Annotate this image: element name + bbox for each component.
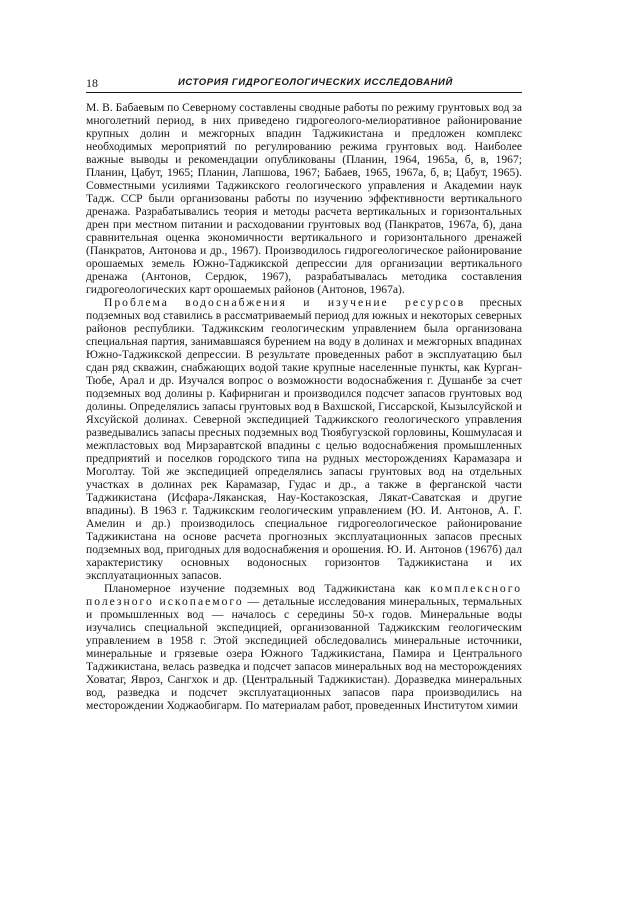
- paragraph-3: [86, 582, 522, 712]
- body-text: [86, 101, 522, 712]
- paragraph-1: [86, 101, 522, 296]
- paragraph-3-lead: Планомерное изучение подземных вод Таджикистана как: [104, 582, 431, 595]
- paragraph-1-text: М. В. Бабаевым по Северному составлены сводные работы по режиму грунтовых вод за многолетний период, в них приведено гидрогеолого-мелиоративное районирование крупных долин и межгорных впадин Таджикистана и предложен комплекс необходимых мероприятий по регулированию режима грунтовых вод. Наиболее важные выводы и рекомендации опубликованы (Планин, 1964, 1965а, б, в, 1967; Планин, Цабут, 1965; Планин, Лапшова, 1967; Бабаев, 1965, 1967а, б, в; Цабут, 1965). Совместными усилиями Таджикского геологического управления и Академии наук Тадж. ССР были организованы работы по изучению эффективности вертикального дренажа. Разрабатывались теория и методы расчета вертикальных и горизонтальных дрен при местном питании и расходовании грунтовых вод (Панкратов, 1967а, б), дана сравнительная оценка экономичности вертикального и горизонтального дренажей (Панкратов, Антонова и др., 1967). Производилось гидрогеологическое районирование орошаемых земель Южно-Таджикской депрессии для организации вертикального дренажа (Антонов, Сердюк, 1967), разрабатывалась методика составления гидрогеологических карт орошаемых районов (Антонов, 1967а).: [86, 101, 522, 296]
- paragraph-2-text: пресных подземных вод ставились в рассматриваемый период для южных и некоторых северных районов республики. Таджикским геологическим управлением была организована специальная партия, занимавшаяся бурением на воду в долинах и межгорных впадинах Южно-Таджикской депрессии. В результате проведенных работ в эксплуатацию был сдан ряд скважин, снабжающих водой такие крупные населенные пункты, как Курган-Тюбе, Арал и др. Изучался вопрос о возможности водоснабжения г. Душанбе за счет подземных вод долины р. Кафирниган и производился подсчет запасов грунтовых вод долины. Определялись запасы грунтовых вод в Вахшской, Гиссарской, Кызылсуйской и Яхсуйской долинах. Северной экспедицией Таджикского геологического управления разведывались запасы пресных подземных вод Тюябугузской горловины, Кошмуласая и межпластовых вод Мирзаравтской впадины с целью водоснабжения промышленных предприятий и поселков городского типа на рудных месторождениях Карамазара и Моголтау. Той же экспедицией определялись запасы грунтовых вод на отдельных участках в долинах рек Карамазар, Гудас и др., а также в ферганской части Таджикистана (Исфара-Ляканская, Нау-Костакозская, Лякат-Саватская и другие впадины). В 1963 г. Таджикским геологическим управлением (Ю. И. Антонов, А. Г. Амелин и др.) производилось специальное гидрогеологическое районирование Таджикистана на основе расчета прогнозных эксплуатационных запасов пресных подземных вод, пригодных для водоснабжения и орошения. Ю. И. Антонов (1967б) дал характеристику основных водоносных горизонтов Таджикистана и их эксплуатационных запасов.: [86, 296, 522, 582]
- running-header: [86, 74, 522, 93]
- paragraph-2: [86, 296, 522, 582]
- paragraph-3-text: — детальные исследования минеральных, термальных и промышленных вод — началось с середины 50-х годов. Минеральные воды изучались специальной экспедицией, организованной Таджикским геологическим управлением в 1958 г. Этой экспедицией обследовались минеральные источники, минеральные и грязевые озера Южного Таджикистана, Памира и Центрального Таджикистана, велась разведка и подсчет запасов минеральных вод на месторождениях Ховатаг, Явроз, Сангхок и др. (Центральный Таджикистан). Доразведка минеральных вод, разведка и подсчет эксплуатационных запасов пара производились на месторождении Ходжаобигарм. По материалам работ, проведенных Институтом химии: [86, 595, 523, 712]
- running-title: ИСТОРИЯ ГИДРОГЕОЛОГИЧЕСКИХ ИССЛЕДОВАНИЙ: [178, 77, 453, 88]
- paragraph-3-spaced-term: комплексного полезного ископаемого: [86, 582, 522, 608]
- paragraph-2-spaced-term: Проблема водоснабжения и изучение ресурсов: [104, 296, 466, 309]
- page-number: 18: [86, 76, 98, 90]
- book-page: [86, 74, 522, 712]
